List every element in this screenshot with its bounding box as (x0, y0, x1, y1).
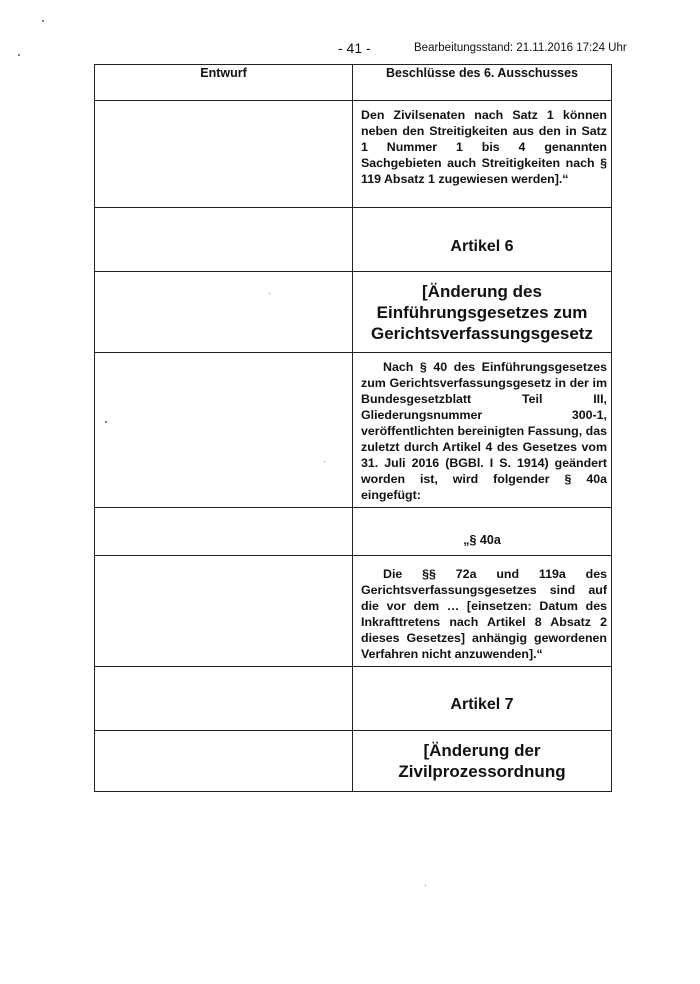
right-cell (353, 667, 612, 731)
article-6-heading: Artikel 6 (450, 237, 514, 255)
right-cell (353, 101, 612, 208)
left-cell-empty (95, 667, 353, 731)
left-cell-empty (95, 101, 353, 208)
table-row (95, 556, 612, 667)
table-row (95, 101, 612, 208)
paragraph-72a-119a: Die §§ 72a und 119a des Gerichtsverfassungsgesetzes sind auf die vor dem … [einsetzen: Datum des Inkrafttretens nach Artikel 8 Absatz 2 dieses Gesetzes] anhängig gewordenen Verfahren nicht anzuwenden].“ (361, 567, 607, 661)
paragraph-zivilsenate: Den Zivilsenaten nach Satz 1 können neben den Streitigkeiten aus den in Satz 1 Nummer 1 bis 4 genannten Sachgebieten auch Streitigkeiten nach § 119 Absatz 1 zugewiesen werden].“ (361, 108, 607, 186)
right-cell (353, 272, 612, 353)
right-cell (353, 556, 612, 667)
table-row (95, 208, 612, 272)
scan-speck (18, 54, 20, 56)
table-row (95, 272, 612, 353)
column-header-entwurf: Entwurf (95, 65, 353, 101)
scan-speck (42, 20, 44, 22)
edit-status: Bearbeitungsstand: 21.11.2016 17:24 Uhr (414, 42, 627, 54)
scan-speck (324, 461, 325, 462)
left-cell-empty (95, 731, 353, 792)
table-header-row (95, 65, 612, 101)
left-cell-empty (95, 353, 353, 508)
paragraph-40a-heading: „§ 40a (463, 533, 501, 547)
article-6-title: [Änderung des Einführungsgesetzes zum Gerichtsverfassungsgesetz (370, 281, 594, 343)
right-cell (353, 508, 612, 556)
left-cell-empty (95, 556, 353, 667)
left-cell-empty (95, 272, 353, 353)
table-row (95, 667, 612, 731)
article-7-title: [Änderung der Zivilprozessordnung (398, 741, 566, 781)
column-header-beschluesse: Beschlüsse des 6. Ausschusses (353, 65, 612, 101)
table-row (95, 508, 612, 556)
page-number: - 41 - (338, 40, 371, 56)
scan-speck (269, 293, 270, 294)
table-row (95, 353, 612, 508)
table-row (95, 731, 612, 792)
right-cell (353, 353, 612, 508)
right-cell (353, 208, 612, 272)
right-cell (353, 731, 612, 792)
paragraph-einfuehrungsgesetz: Nach § 40 des Einführungsgesetzes zum Gerichtsverfassungsgesetz in der im Bundesgesetzblatt Teil III, Gliederungsnummer 300-1, veröffentlichten bereinigten Fassung, das zuletzt durch Artikel 4 des Gesetzes vom 31. Juli 2016 (BGBl. I S. 1914) geändert worden ist, wird folgender § 40a eingefügt: (361, 360, 607, 502)
left-cell-empty (95, 208, 353, 272)
scan-speck (105, 421, 107, 423)
synopsis-table (94, 64, 612, 792)
article-7-heading: Artikel 7 (450, 695, 514, 713)
scan-speck (425, 885, 426, 886)
left-cell-empty (95, 508, 353, 556)
